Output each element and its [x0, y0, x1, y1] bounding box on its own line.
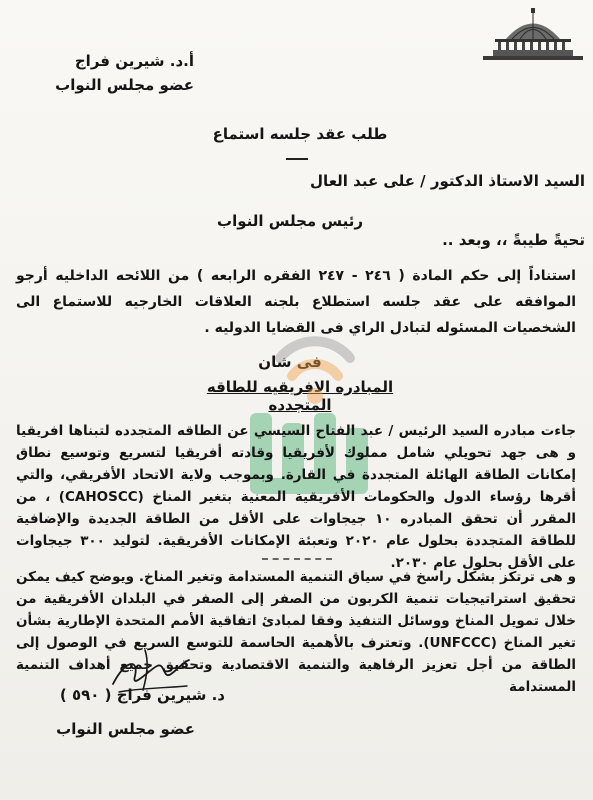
regarding-label: فى شان: [258, 353, 322, 371]
context-paragraph: و هى ترتكز بشكل راسخ في سياق التنمية المستدامة وتغير المناخ. ويوضح كيف يمكن تحقيق استراتيجيات تنمية الكربون من الصفر إلى الصفر في البلدان الأفريقية من خلال تمويل المناخ ووسائل التنفيذ وفقا لمبادئ اتفاقية الأمم المتحدة الإطارية بشأن تغير المناخ (UNFCCC). وتعترف بالأهمية الحاسمة للتوسع السريع في الوصول إلى الطاقة من أجل تعزيز الرفاهية والتنمية الاقتصادية وتحقيق جميع أهداف التنمية المستدامة: [16, 569, 576, 695]
initiative-title: المبادره الافريقيه للطاقه المتجدده: [206, 378, 394, 414]
addressee-line: السيد الاستاذ الدكتور / على عبد العال: [310, 172, 585, 190]
signature-name: د. شيرين فراج ( ٥٩٠ ): [59, 686, 225, 704]
section-divider: [262, 558, 332, 560]
header-sender-name: أ.د. شيرين فراج: [74, 52, 194, 70]
addressee-role: رئيس مجلس النواب: [217, 212, 363, 230]
request-paragraph: استناداً إلى حكم المادة ( ٢٤٦ - ٢٤٧ الفقره الرابعه ) من اللائحه الداخليه أرجو الموافقه على عقد جلسه استطلاع بلجنه العلاقات الخارجيه للاستماع الى الشخصيات المسئوله لتبادل الراي فى القضايا الدوليه .: [16, 268, 576, 336]
subject-heading: طلب عقد جلسه استماع: [212, 125, 388, 143]
subject-divider: [286, 158, 308, 160]
header-sender-title: عضو مجلس النواب: [55, 76, 194, 94]
parliament-dome-logo: [478, 6, 588, 66]
greeting-line: تحيةً طيبةً ،، وبعد ..: [442, 231, 585, 249]
signature-title: عضو مجلس النواب: [56, 720, 195, 738]
initiative-paragraph: جاءت مبادره السيد الرئيس / عبد الفتاح السيسي عن الطاقه المتجدده لتبناها افريقيا و هى جهد تحويلي شامل مملوك لأفريقيا وقادته أفريقيا لتسريع وتوسيع نطاق إمكانات الطاقة الهائلة المتجددة في القارة. وبموجب ولاية الاتحاد الأفريقي، والتي أقرها رؤساء الدول والحكومات الأفريقية المعنية بتغير المناخ (CAHOSCC) ، من المقرر أن تحقق المبادره ١٠ جيجاوات على الأقل من الطاقة الجديدة والإضافية للطاقة المتجددة بحلول عام ٢٠٢٠ وتعبئة الإمكانات الأفريقية. لتوليد ٣٠٠ جيجاوات على الأقل بحلول عام ٢٠٣٠.: [16, 423, 577, 571]
